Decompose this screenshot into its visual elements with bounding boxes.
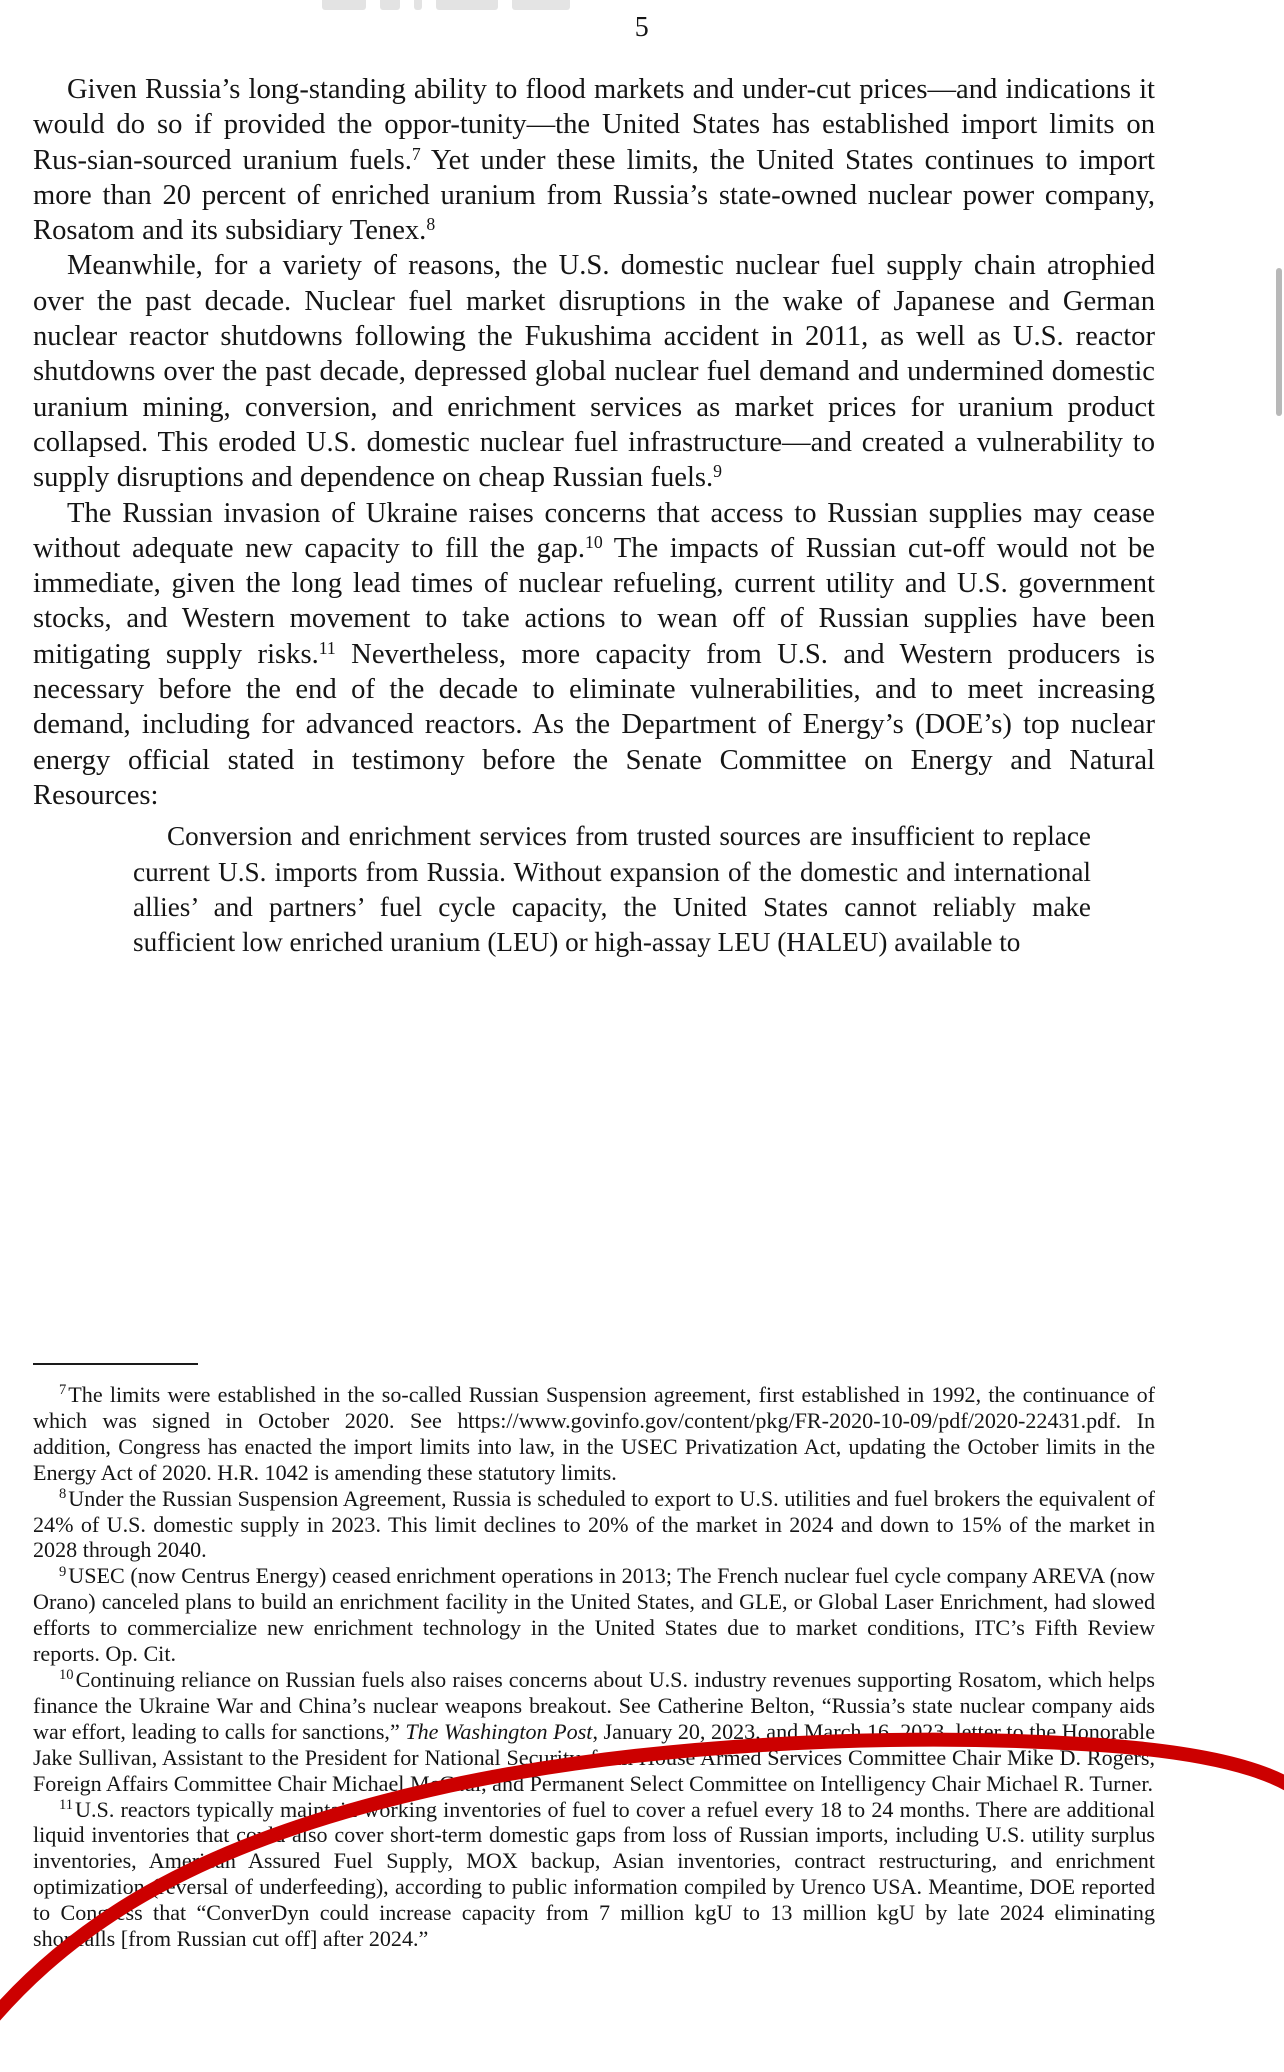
paragraph-import-limits: [33, 72, 1155, 248]
paragraph-invasion: [33, 496, 1155, 814]
toolbar-ghost-item: [380, 0, 400, 10]
footnote-11: [33, 1797, 1155, 1952]
footnote-8: [33, 1486, 1155, 1564]
page-number: 5: [634, 12, 650, 43]
toolbar-ghost-item: [436, 0, 498, 10]
toolbar-ghost-item: [512, 0, 570, 10]
footnote-citation-source: The Washington Post: [405, 1718, 593, 1744]
footnote-marker: 8: [59, 1486, 67, 1503]
paragraph-text: Nevertheless, more capacity from U.S. and Western producers is necessary before the end of the decade to eliminate vulnerabilities, and to meet increasing demand, including for advanced reactors. As the Department of Energy’s (DOE’s) top nuclear energy official stated in testimony before the Senate Committee on Energy and Natural Resources:: [33, 638, 1155, 811]
paragraph-supply-chain: [33, 248, 1155, 495]
footnote-7: [33, 1382, 1155, 1486]
paragraph-text: The Russian invasion of Ukraine raises concerns that access to Russian supplies may cease without adequate new capacity to fill the gap.: [33, 497, 1155, 564]
footnote-marker: 10: [59, 1667, 74, 1684]
paragraph-text: The impacts of Russian cut-off would not be immediate, given the long lead times of nuclear refueling, current utility and U.S. government stocks, and Western movement to take actions to wean off of Russian supplies have been mitigating supply risks.: [33, 532, 1155, 670]
blockquote-doe-testimony: [33, 819, 1155, 961]
toolbar-ghost-item: [414, 0, 422, 10]
paragraph-text: Given Russia’s long-standing ability to flood markets and under-cut prices—and indications it would do so if provided the oppor-tunity—the United States has established import limits on Rus-sian-sourced uranium fuels.: [33, 74, 1155, 176]
footnote-text: Under the Russian Suspension Agreement, Russia is scheduled to export to U.S. utilities and fuel brokers the equivalent of 24% of U.S. domestic supply in 2023. This limit declines to 20% of the market in 2024 and down to 15% of the market in 2028 through 2040.: [33, 1485, 1155, 1563]
footnote-reference-9[interactable]: 9: [713, 461, 723, 482]
footnote-text: The limits were established in the so-called Russian Suspension agreement, first established in 1992, the continuance of which was signed in October 2020. See https://www.govinfo.gov/content/pkg/FR-2020-10-09/pdf/2020-22431.pdf. In addition, Congress has enacted the import limits into law, in the USEC Privatization Act, updating the October limits in the Energy Act of 2020. H.R. 1042 is amending these statutory limits.: [33, 1382, 1155, 1485]
footnote-marker: 11: [59, 1796, 74, 1813]
scrollbar-thumb[interactable]: [1276, 268, 1282, 416]
footnote-reference-8[interactable]: 8: [426, 213, 436, 234]
footnote-text: U.S. reactors typically maintain working inventories of fuel to cover a refuel every 18 to 24 months. There are additional liquid inventories that could also cover short-term domestic gaps from loss of Russian imports, including U.S. utility surplus inventories, American Assured Fuel Supply, MOX backup, Asian inventories, contract restructuring, and enrichment optimization (reversal of underfeeding), according to public information compiled by Urenco USA. Meantime, DOE reported to Congress that “ConverDyn could increase capacity from 7 million kgU to 13 million kgU by late 2024 eliminating shortfalls [from Russian cut off] after 2024.”: [33, 1796, 1155, 1952]
scrollbar-track[interactable]: [1275, 0, 1284, 2072]
footnote-separator-rule: [33, 1363, 198, 1365]
footnote-marker: 7: [59, 1382, 67, 1399]
text-column: [33, 72, 1155, 961]
toolbar-ghost-item: [322, 0, 366, 10]
paragraph-text: Meanwhile, for a variety of reasons, the U.S. domestic nuclear fuel supply chain atrophied over the past decade. Nuclear fuel market disruptions in the wake of Japanese and German nuclear reactor shutdowns following the Fukushima accident in 2011, as well as U.S. reactor shutdowns over the past decade, depressed global nuclear fuel demand and undermined domestic uranium mining, conversion, and enrichment services as market prices for uranium product collapsed. This eroded U.S. domestic nuclear fuel infrastructure—and created a vulnerability to supply disruptions and dependence on cheap Russian fuels.: [33, 250, 1155, 494]
blockquote-text: Conversion and enrichment services from trusted sources are insufficient to replace current U.S. imports from Russia. Without expansion of the domestic and international allies’ and partners’ fuel cycle capacity, the United States cannot reliably make sufficient low enriched uranium (LEU) or high-assay LEU (HALEU) available to: [133, 821, 1091, 958]
footnote-reference-7[interactable]: 7: [411, 143, 421, 164]
footnote-text: , January 20, 2023, and March 16, 2023, letter to the Honorable Jake Sullivan, Assistant to the President for National Security, from House Armed Services Committee Chair Mike D. Rogers, Foreign Affairs Committee Chair Michael McCaul, and Permanent Select Committee on Intelligency Chair Michael R. Turner.: [33, 1718, 1156, 1796]
footnote-9: [33, 1563, 1155, 1667]
paragraph-text: Yet under these limits, the United States continues to import more than 20 percent of enriched uranium from Russia’s state-owned nuclear power company, Rosatom and its subsidiary Tenex.: [33, 144, 1155, 247]
footnote-reference-10[interactable]: 10: [584, 531, 603, 552]
footnote-marker: 9: [59, 1563, 67, 1580]
footnotes-section: [33, 1382, 1155, 1952]
footnote-text: USEC (now Centrus Energy) ceased enrichment operations in 2013; The French nuclear fuel cycle company AREVA (now Orano) canceled plans to build an enrichment facility in the United States, and GLE, or Global Laser Enrichment, had slowed efforts to commercialize new enrichment technology in the United States due to market conditions, ITC’s Fifth Review reports. Op. Cit.: [33, 1563, 1155, 1667]
footnote-10: [33, 1667, 1155, 1797]
footnote-reference-11[interactable]: 11: [318, 637, 336, 658]
footnote-text: Continuing reliance on Russian fuels also raises concerns about U.S. industry revenues supporting Rosatom, which helps finance the Ukraine War and China’s nuclear weapons breakout. See Catherine Belton, “Russia’s state nuclear company aids war effort, leading to calls for sanctions,”: [33, 1666, 1155, 1744]
